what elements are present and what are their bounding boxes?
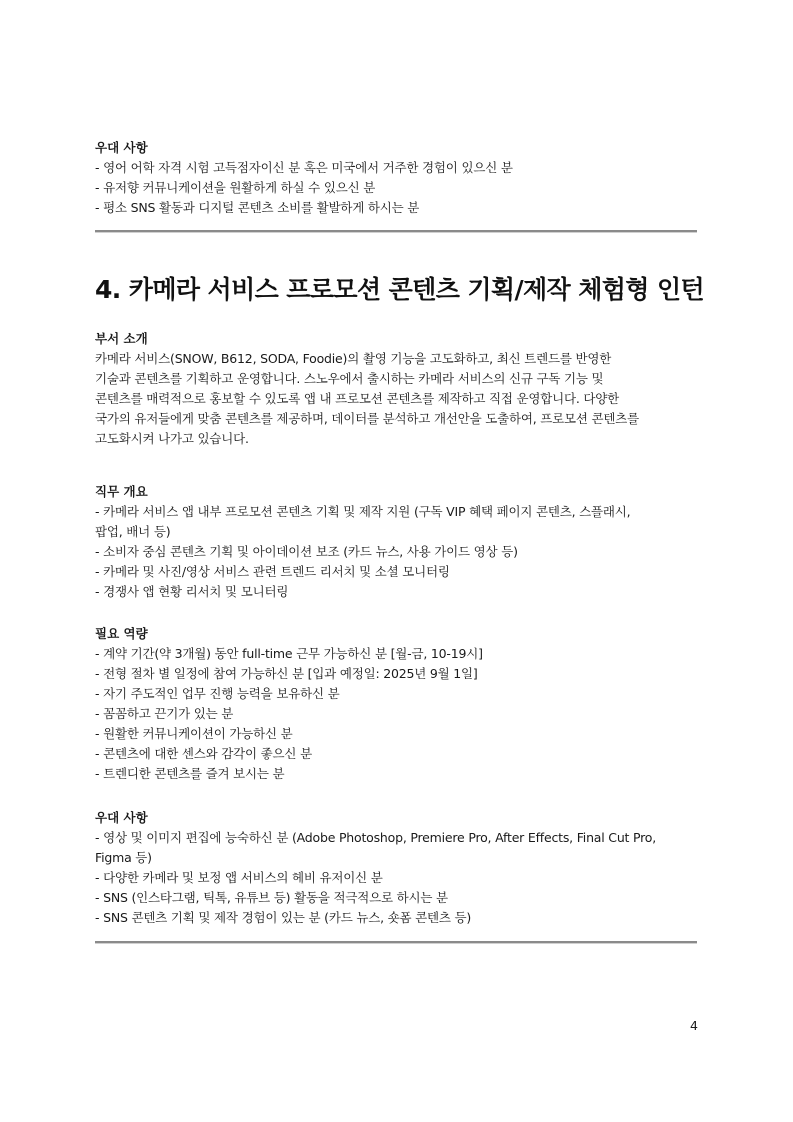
required-line-2: - 전형 절차 별 일정에 참여 가능하신 분 [입과 예정일: 2025년 9월 1일]	[95, 666, 478, 681]
preferred-line-3: - 다양한 카메라 및 보정 앱 서비스의 헤비 유저이신 분	[95, 870, 383, 885]
job-line-1: - 카메라 서비스 앱 내부 프로모션 콘텐츠 기획 및 제작 지원 (구독 VIP 혜택 페이지 콘텐츠, 스플래시,	[95, 504, 631, 519]
job-line-5: - 경쟁사 앱 현황 리서치 및 모니터링	[95, 584, 289, 599]
job-line-3: - 소비자 중심 콘텐츠 기획 및 아이데이션 보조 (카드 뉴스, 사용 가이드 영상 등)	[95, 544, 518, 559]
job-line-4: - 카메라 및 사진/영상 서비스 관련 트렌드 리서치 및 소셜 모니터링	[95, 564, 450, 579]
preferred-block	[95, 808, 700, 928]
department-line-1: 카메라 서비스(SNOW, B612, SODA, Foodie)의 촬영 기능을 고도화하고, 최신 트렌드를 반영한	[95, 351, 612, 366]
required-line-6: - 콘텐츠에 대한 센스와 감각이 좋으신 분	[95, 746, 312, 761]
section-divider-top	[95, 230, 697, 233]
preferred-line-4: - SNS (인스타그램, 틱톡, 유튜브 등) 활동을 적극적으로 하시는 분	[95, 890, 448, 905]
preferred-line-5: - SNS 콘텐츠 기획 및 제작 경험이 있는 분 (카드 뉴스, 숏폼 콘텐츠 등)	[95, 910, 472, 925]
page-number: 4	[690, 1018, 698, 1033]
department-line-4: 국가의 유저들에게 맞춤 콘텐츠를 제공하며, 데이터를 분석하고 개선안을 도출하여, 프로모션 콘텐츠를	[95, 411, 640, 426]
department-line-3: 콘텐츠를 매력적으로 홍보할 수 있도록 앱 내 프로모션 콘텐츠를 제작하고 직접 운영합니다. 다양한	[95, 391, 620, 406]
required-line-1: - 계약 기간(약 3개월) 동안 full-time 근무 가능하신 분 [월-금, 10-19시]	[95, 646, 483, 661]
department-line-2: 기술과 콘텐츠를 기획하고 운영합니다. 스노우에서 출시하는 카메라 서비스의 신규 구독 기능 및	[95, 371, 604, 386]
preferred-line-2: Figma 등)	[95, 850, 152, 865]
department-block	[95, 329, 700, 449]
required-line-5: - 원활한 커뮤니케이션이 가능하신 분	[95, 726, 293, 741]
top-preferred-line-3: - 평소 SNS 활동과 디지털 콘텐츠 소비를 활발하게 하시는 분	[95, 200, 420, 215]
required-line-3: - 자기 주도적인 업무 진행 능력을 보유하신 분	[95, 686, 340, 701]
required-block	[95, 624, 700, 784]
job-line-2: 팝업, 배너 등)	[95, 524, 171, 539]
section-divider-bottom	[95, 941, 697, 944]
department-line-5: 고도화시켜 나가고 있습니다.	[95, 431, 249, 446]
preferred-line-1: - 영상 및 이미지 편집에 능숙하신 분 (Adobe Photoshop, Premiere Pro, After Effects, Final Cut Pro,	[95, 830, 657, 845]
job-heading: 직무 개요	[95, 484, 148, 499]
required-heading: 필요 역량	[95, 626, 148, 641]
department-heading: 부서 소개	[95, 331, 148, 346]
top-preferred-line-1: - 영어 어학 자격 시험 고득점자이신 분 혹은 미국에서 거주한 경험이 있으신 분	[95, 160, 513, 175]
top-preferred-line-2: - 유저향 커뮤니케이션을 원활하게 하실 수 있으신 분	[95, 180, 376, 195]
preferred-heading: 우대 사항	[95, 810, 148, 825]
job-block	[95, 482, 700, 602]
top-preferred-block	[95, 138, 700, 218]
top-preferred-heading: 우대 사항	[95, 140, 148, 155]
required-line-4: - 꼼꼼하고 끈기가 있는 분	[95, 706, 234, 721]
required-line-7: - 트렌디한 콘텐츠를 즐겨 보시는 분	[95, 766, 285, 781]
section-title: 4. 카메라 서비스 프로모션 콘텐츠 기획/제작 체험형 인턴	[95, 275, 705, 304]
